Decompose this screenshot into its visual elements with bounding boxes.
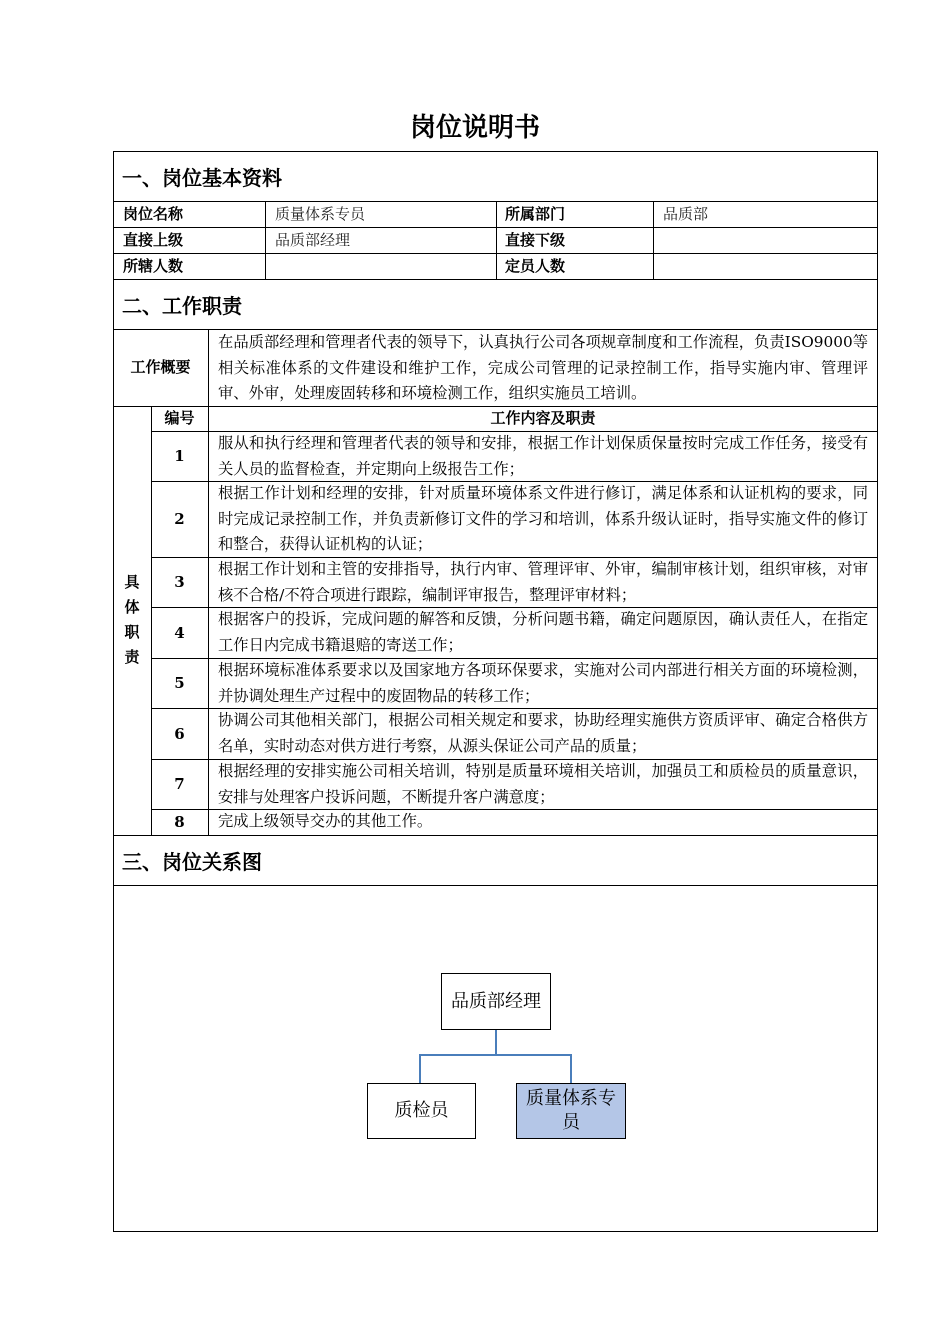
overview-text: 在品质部经理和管理者代表的领导下，认真执行公司各项规章制度和工作流程，负责ISO9000等相关标准体系的文件建设和维护工作，完成公司管理的记录控制工作，指导实施内审、管理评审、外审，处理废固转移和环境检测工作，组织实施员工培训。: [218, 333, 868, 402]
section-duties-heading: 二、工作职责: [122, 294, 242, 318]
direct-superior-label: 直接上级: [123, 231, 184, 249]
duties-side-label-char: 责: [124, 648, 140, 666]
divider: [113, 279, 878, 280]
section-basic-info-heading: 一、岗位基本资料: [122, 166, 282, 190]
duty-number: 4: [174, 623, 185, 642]
duty-number: 2: [174, 510, 185, 528]
org-connector: [495, 1029, 497, 1056]
duties-side-label-char: 体: [124, 598, 140, 616]
divider: [113, 885, 878, 886]
divider: [265, 201, 266, 279]
duty-text: 根据环境标准体系要求以及国家地方各项环保要求，实施对公司内部进行相关方面的环境检测，并协调处理生产过程中的废固物品的转移工作；: [218, 661, 868, 705]
position-name-label: 岗位名称: [123, 205, 184, 223]
position-name-value: 质量体系专员: [275, 205, 366, 223]
org-connector: [419, 1054, 572, 1056]
department-value: 品质部: [663, 205, 709, 223]
divider: [208, 329, 209, 406]
duty-text: 服从和执行经理和管理者代表的领导和安排，根据工作计划保质保量按时完成工作任务，接受有关人员的监督检查，并定期向上级报告工作；: [218, 434, 868, 478]
divider: [113, 835, 878, 836]
page-title: 岗位说明书: [409, 113, 540, 143]
org-connector: [419, 1054, 421, 1083]
section-relationship-heading: 三、岗位关系图: [122, 850, 262, 874]
direct-subordinate-label: 直接下级: [505, 231, 566, 249]
duty-text: 根据工作计划和经理的安排，针对质量环境体系文件进行修订，满足体系和认证机构的要求，同时完成记录控制工作，并负责新修订文件的学习和培训，体系升级认证时，指导实施文件的修订和整合，获得认证机构的认证；: [218, 484, 868, 553]
column-header-number: 编号: [164, 409, 195, 427]
overview-label: 工作概要: [130, 358, 191, 376]
duties-side-label-char: 具: [124, 573, 140, 591]
direct-superior-value: 品质部经理: [275, 231, 351, 249]
org-connector: [570, 1054, 572, 1083]
duty-number: 7: [174, 775, 185, 793]
duty-number: 1: [174, 447, 185, 465]
headcount-managed-label: 所辖人数: [123, 257, 184, 275]
column-header-content: 工作内容及职责: [490, 409, 596, 427]
duties-side-label-char: 职: [124, 623, 140, 641]
org-node-inspector: 质检员: [367, 1083, 476, 1139]
duty-number: 6: [174, 724, 185, 743]
org-node-manager: 品质部经理: [441, 973, 551, 1030]
department-label: 所属部门: [505, 205, 566, 223]
divider: [208, 406, 209, 835]
staffing-quota-label: 定员人数: [505, 257, 566, 275]
duty-number: 3: [174, 573, 185, 591]
divider: [496, 201, 497, 279]
divider: [653, 201, 654, 279]
duty-text: 根据经理的安排实施公司相关培训，特别是质量环境相关培训，加强员工和质检员的质量意识，安排与处理客户投诉问题，不断提升客户满意度；: [218, 762, 868, 806]
duty-text: 完成上级领导交办的其他工作。: [218, 812, 433, 830]
duty-number: 5: [174, 674, 185, 692]
org-node-quality-system-specialist: 质量体系专员: [516, 1083, 626, 1139]
duty-number: 8: [174, 813, 185, 831]
duty-text: 根据客户的投诉，完成问题的解答和反馈，分析问题书籍，确定问题原因，确认责任人，在指定工作日内完成书籍退赔的寄送工作；: [218, 610, 868, 654]
duty-text: 根据工作计划和主管的安排指导，执行内审、管理评审、外审，编制审核计划，组织审核，对审核不合格/不符合项进行跟踪，编制评审报告，整理评审材料；: [218, 560, 868, 604]
duty-text: 协调公司其他相关部门，根据公司相关规定和要求，协助经理实施供方资质评审、确定合格供方名单，实时动态对供方进行考察，从源头保证公司产品的质量；: [218, 711, 868, 755]
